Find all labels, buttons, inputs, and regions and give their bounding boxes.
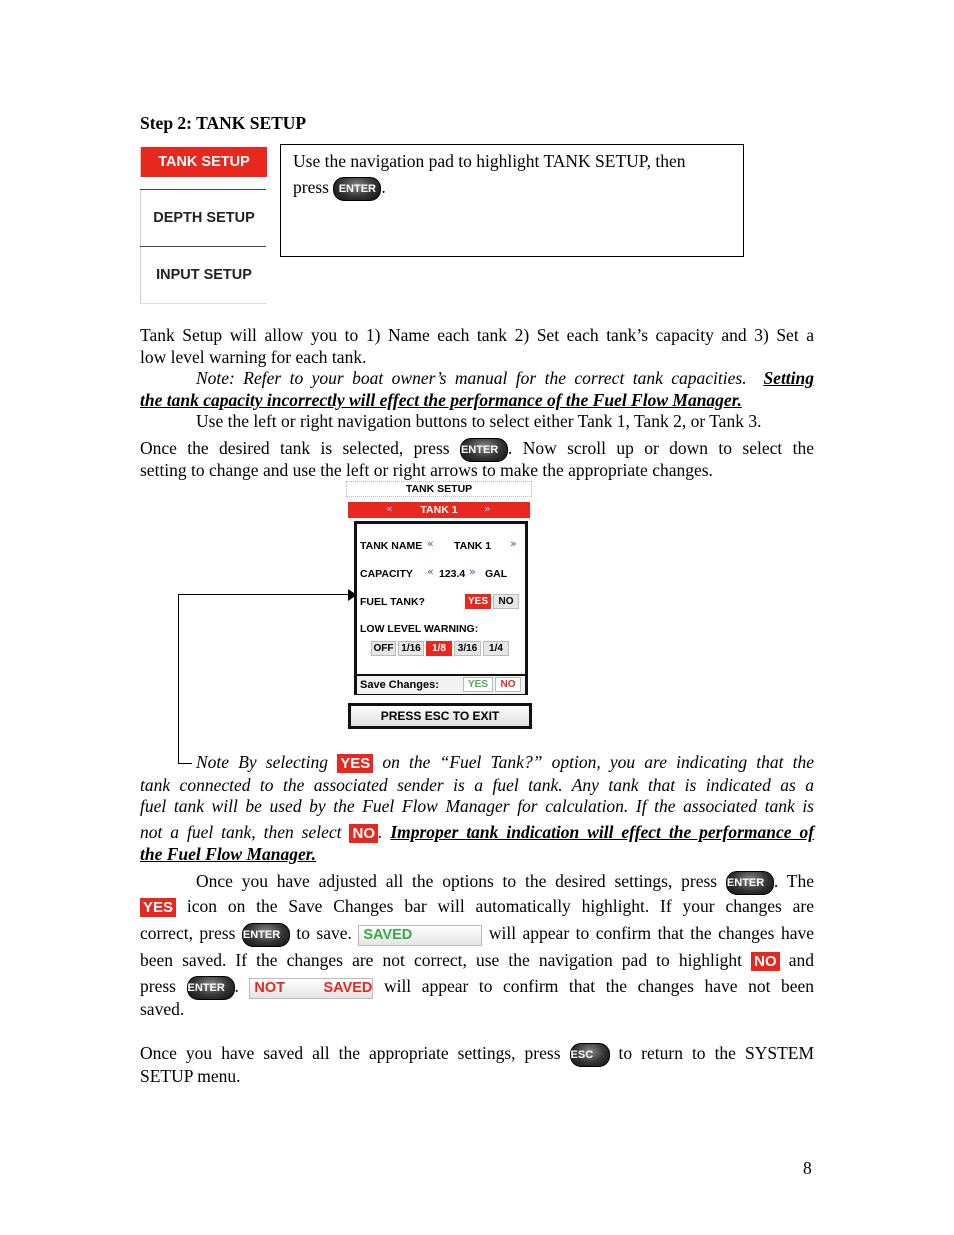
menu-item-input-setup: INPUT SETUP <box>140 247 267 304</box>
para4-text: Once you have saved all the appropriate settings, press <box>140 1043 561 1064</box>
menu-item-depth-setup: DEPTH SETUP <box>140 190 267 246</box>
chevron-right-icon: » <box>469 565 476 578</box>
para2-line1 <box>140 411 814 432</box>
para4-line1 <box>140 1043 814 1067</box>
para1-line2: low level warning for each tank. <box>140 347 367 367</box>
para4-line2: SETUP menu. <box>140 1066 241 1086</box>
enter-button-icon: ENTER <box>333 177 381 201</box>
para4-text: to return to the SYSTEM <box>618 1043 815 1064</box>
yes-icon: YES <box>140 898 176 917</box>
page-number: 8 <box>803 1158 812 1178</box>
para3-text: . The <box>773 871 814 892</box>
level-option-selected: 1/8 <box>426 641 452 656</box>
note1-line1 <box>140 368 814 389</box>
screen-title: TANK SETUP <box>405 483 473 495</box>
chevron-left-icon: « <box>386 502 393 515</box>
save-changes-label: Save Changes: <box>360 679 439 691</box>
para3-line3 <box>140 923 814 947</box>
chevron-right-icon: » <box>510 537 517 550</box>
esc-exit-label: PRESS ESC TO EXIT <box>380 709 500 723</box>
capacity-value: 123.4 <box>439 568 466 580</box>
arrowhead-icon <box>348 589 357 601</box>
tank-name-value: TANK 1 <box>454 540 492 552</box>
esc-exit-button <box>348 703 532 729</box>
callout-line-vertical <box>178 594 179 764</box>
note2-text: Note By selecting <box>196 752 329 772</box>
level-option: 3/16 <box>454 641 481 656</box>
note2-line3: fuel tank will be used by the Fuel Flow Manager for calculation. If the associated tank is <box>140 796 814 816</box>
save-changes-bar <box>357 674 525 694</box>
instruction-line-1: Use the navigation pad to highlight TANK SETUP, then <box>293 151 686 171</box>
instruction-text: press <box>293 177 329 198</box>
para1-line1: Tank Setup will allow you to 1) Name each tank 2) Set each tank’s capacity and 3) Set a <box>140 325 814 345</box>
instruction-text: . <box>381 177 386 198</box>
para3-text: will appear to confirm that the changes have <box>488 923 814 944</box>
para3-line5 <box>140 976 814 1000</box>
para3-line2 <box>140 896 814 917</box>
level-option: 1/4 <box>483 641 509 656</box>
fuel-yes-option: YES <box>465 594 491 609</box>
instruction-box <box>280 144 744 257</box>
para3-text: press <box>140 976 176 997</box>
para3-line1 <box>140 871 814 895</box>
settings-panel <box>354 521 528 695</box>
save-yes-option: YES <box>463 677 493 692</box>
capacity-unit: GAL <box>485 568 508 580</box>
note1-line2: the tank capacity incorrectly will effect the performance of the Fuel Flow Manager. <box>140 390 742 410</box>
note2-text: not a fuel tank, then select <box>140 822 342 842</box>
fuel-tank-label: FUEL TANK? <box>360 596 425 608</box>
yes-icon: YES <box>337 754 373 773</box>
low-level-label: LOW LEVEL WARNING: <box>360 623 479 635</box>
enter-button-icon: ENTER <box>460 438 508 462</box>
enter-button-icon: ENTER <box>242 923 290 947</box>
not-saved-status-bar: NOT SAVED <box>249 978 373 999</box>
para3-text: and <box>788 950 815 970</box>
chevron-right-icon: » <box>484 502 491 515</box>
tank-name-label: TANK NAME <box>360 540 423 552</box>
para3-text: . <box>234 976 239 997</box>
para3-text: icon on the Save Changes bar will automatically highlight. If your changes are <box>186 896 815 916</box>
note2-line4 <box>140 822 814 843</box>
level-option: 1/16 <box>398 641 424 656</box>
tank-selector-bar <box>348 502 530 518</box>
section-heading: Step 2: TANK SETUP <box>140 113 307 133</box>
no-icon: NO <box>751 952 780 971</box>
no-icon: NO <box>349 824 378 843</box>
para3-text: to save. <box>296 923 352 944</box>
para2-text: . Now scroll up or down to select the <box>507 438 815 459</box>
para3-line6: saved. <box>140 999 185 1019</box>
para2-text: Use the left or right navigation buttons to select either Tank 1, Tank 2, or Tank 3. <box>196 411 762 431</box>
enter-button-icon: ENTER <box>726 871 774 895</box>
saved-status-bar: SAVED <box>358 925 482 946</box>
para2-text: Once the desired tank is selected, press <box>140 438 450 459</box>
menu-item-tank-setup: TANK SETUP <box>140 147 267 177</box>
tank-header: TANK 1 <box>420 504 458 516</box>
note2-line2: tank connected to the associated sender is a fuel tank. Any tank that is indicated as a <box>140 775 814 795</box>
save-no-option: NO <box>495 677 521 692</box>
chevron-left-icon: « <box>427 565 434 578</box>
note2-line5: the Fuel Flow Manager. <box>140 844 317 864</box>
level-option: OFF <box>371 641 396 656</box>
fuel-no-option: NO <box>493 594 519 609</box>
enter-button-icon: ENTER <box>187 976 235 1000</box>
para3-text: been saved. If the changes are not correct, use the navigation pad to highlight <box>140 950 743 970</box>
note2-text: on the “Fuel Tank?” option, you are indicating that the <box>382 752 815 772</box>
para2-line3: setting to change and use the left or right arrows to make the appropriate changes. <box>140 460 713 480</box>
note1-warning: Setting <box>763 368 815 388</box>
note2-warning: Improper tank indication will effect the performance of <box>390 822 815 842</box>
para3-text: correct, press <box>140 923 236 944</box>
para3-text: will appear to confirm that the changes have not been <box>383 976 814 997</box>
note1-text: Note: Refer to your boat owner’s manual for the correct tank capacities. <box>196 368 747 388</box>
capacity-label: CAPACITY <box>360 568 413 580</box>
note2-text: . <box>377 822 383 842</box>
note2-line1 <box>196 752 814 773</box>
esc-button-icon: ESC <box>570 1043 610 1067</box>
instruction-line-2 <box>293 177 386 201</box>
chevron-left-icon: « <box>427 537 434 550</box>
tank-setup-screen <box>346 481 532 729</box>
para3-text: Once you have adjusted all the options to the desired settings, press <box>196 871 718 892</box>
para2-line2 <box>140 438 814 462</box>
callout-line-horizontal <box>178 594 350 595</box>
callout-line-foot <box>178 763 192 764</box>
para3-line4 <box>140 950 814 971</box>
